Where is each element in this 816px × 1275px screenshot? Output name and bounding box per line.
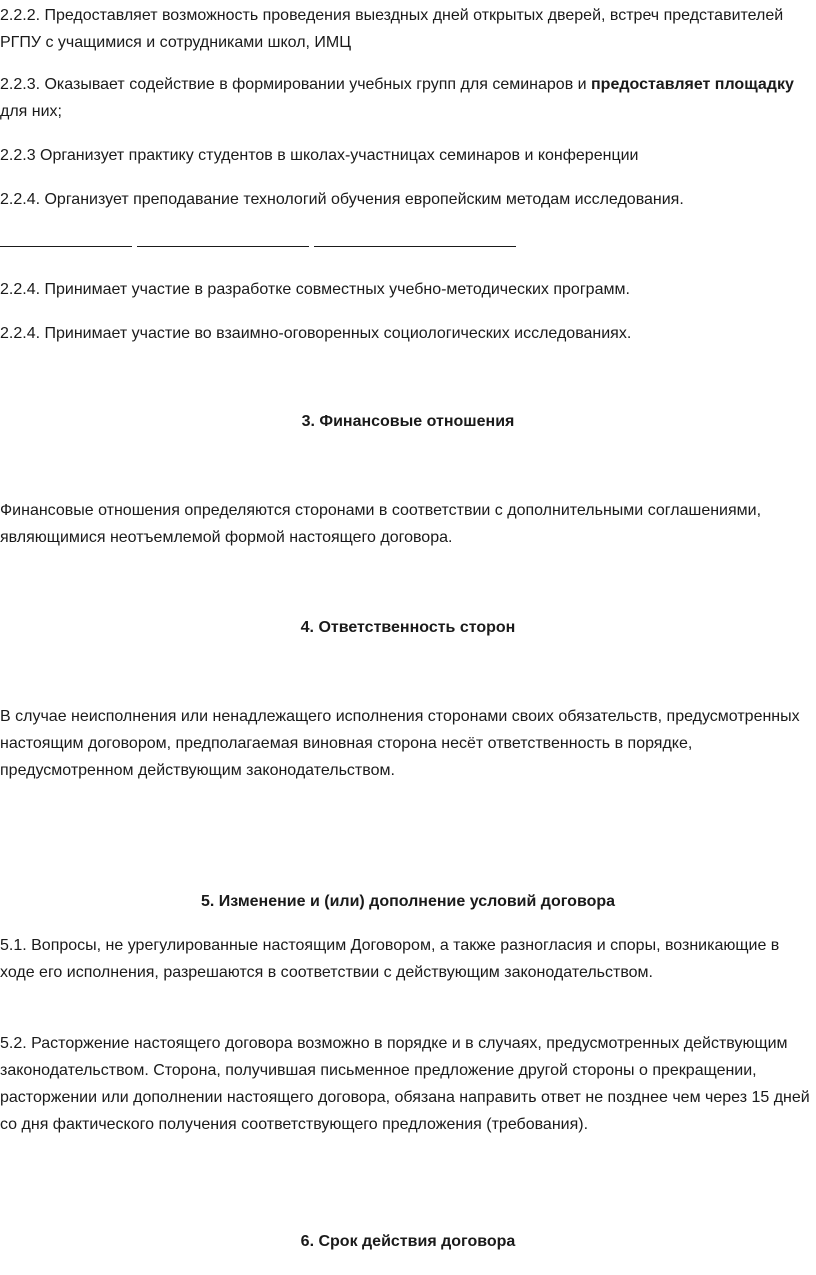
clause-2-2-3-text-before: 2.2.3. Оказывает содействие в формировании учебных групп для семинаров и — [0, 76, 592, 93]
clause-2-2-3-groups — [0, 71, 812, 125]
clause-5-2: 5.2. Расторжение настоящего договора возможно в порядке и в случаях, предусмотренных действующим законодательством. Сторона, получившая письменное предложение другой стороны о прекращении, расторжении или дополнении настоящего договора, обязана направить ответ не позднее чем через 15 дней со дня фактического получения соответствующего предложения (требования). — [0, 1035, 810, 1133]
section-5-heading: 5. Изменение и (или) дополнение условий договора — [200, 893, 616, 910]
blank-line-3 — [314, 246, 516, 247]
clause-5-1: 5.1. Вопросы, не урегулированные настоящим Договором, а также разногласия и споры, возникающие в ходе его исполнения, разрешаются в соответствии с действующим законодательством. — [0, 937, 780, 981]
clause-2-2-4-programs: 2.2.4. Принимает участие в разработке совместных учебно-методических программ. — [0, 281, 630, 298]
section-4-heading: 4. Ответственность сторон — [300, 619, 516, 636]
clause-2-2-2: 2.2.2. Предоставляет возможность проведения выездных дней открытых дверей, встреч представителей РГПУ с учащимися и сотрудниками школ, ИМЦ — [0, 7, 784, 51]
section-3-heading: 3. Финансовые отношения — [301, 413, 515, 430]
clause-2-2-4-teaching: 2.2.4. Организует преподавание технологий обучения европейским методам исследования. — [0, 191, 684, 208]
section-6-heading: 6. Срок действия договора — [300, 1233, 516, 1250]
clause-2-2-4-research: 2.2.4. Принимает участие во взаимно-оговоренных социологических исследованиях. — [0, 325, 632, 342]
clause-2-2-3-bold-text: предоставляет площадку — [591, 76, 794, 93]
blank-line-2 — [137, 246, 309, 247]
blank-line-1 — [0, 246, 132, 247]
section-3-text: Финансовые отношения определяются сторонами в соответствии с дополнительными соглашениями, являющимися неотъемлемой формой настоящего договора. — [0, 502, 762, 546]
clause-2-2-3-practice: 2.2.3 Организует практику студентов в школах-участницах семинаров и конференции — [0, 147, 639, 164]
section-4-text: В случае неисполнения или ненадлежащего исполнения сторонами своих обязательств, предусмотренных настоящим договором, предполагаемая виновная сторона несёт ответственность в порядке, предусмотренном действующим законодательством. — [0, 708, 800, 779]
clause-2-2-3-text-after: для них; — [0, 103, 62, 120]
